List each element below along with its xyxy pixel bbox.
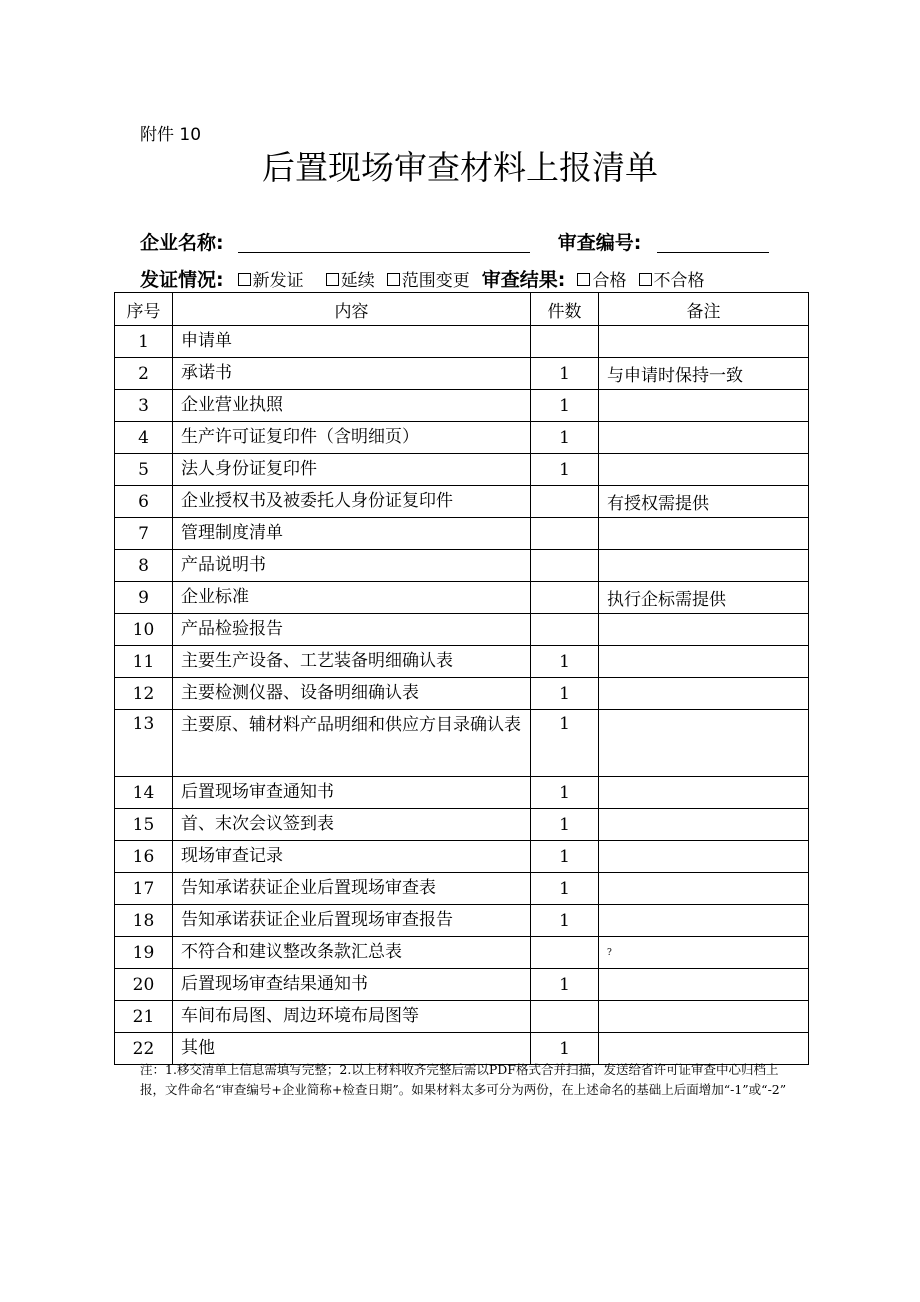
row-count	[531, 614, 599, 646]
row-number: 12	[115, 678, 173, 710]
row-remark	[599, 646, 809, 678]
row-remark	[599, 518, 809, 550]
table-row	[115, 358, 809, 390]
checkbox-icon	[639, 273, 652, 286]
row-remark	[599, 1001, 809, 1033]
row-content: 不符合和建议整改条款汇总表	[173, 937, 531, 969]
row-count	[531, 550, 599, 582]
row-number: 5	[115, 454, 173, 486]
row-count	[531, 518, 599, 550]
row-content: 现场审查记录	[173, 841, 531, 873]
row-count: 1	[531, 873, 599, 905]
row-number: 20	[115, 969, 173, 1001]
table-row	[115, 582, 809, 614]
row-count: 1	[531, 777, 599, 809]
row-count: 1	[531, 1033, 599, 1065]
table-row	[115, 809, 809, 841]
row-remark	[599, 550, 809, 582]
row-content: 主要原、辅材料产品明细和供应方目录确认表	[173, 710, 531, 777]
row-number: 6	[115, 486, 173, 518]
row-content: 首、末次会议签到表	[173, 809, 531, 841]
header-count: 件数	[531, 293, 599, 326]
row-number: 22	[115, 1033, 173, 1065]
company-row	[140, 228, 769, 255]
row-number: 19	[115, 937, 173, 969]
cert-label: 发证情况:	[140, 269, 224, 291]
row-content: 申请单	[173, 326, 531, 358]
row-content: 企业标准	[173, 582, 531, 614]
row-number: 10	[115, 614, 173, 646]
row-remark	[599, 809, 809, 841]
header-no: 序号	[115, 293, 173, 326]
table-row	[115, 678, 809, 710]
row-count: 1	[531, 841, 599, 873]
row-count	[531, 582, 599, 614]
table-row	[115, 777, 809, 809]
row-content: 法人身份证复印件	[173, 454, 531, 486]
table-row	[115, 486, 809, 518]
row-content: 企业授权书及被委托人身份证复印件	[173, 486, 531, 518]
row-count: 1	[531, 969, 599, 1001]
row-content: 告知承诺获证企业后置现场审查报告	[173, 905, 531, 937]
table-row	[115, 937, 809, 969]
company-label: 企业名称:	[140, 232, 224, 254]
row-remark	[599, 422, 809, 454]
row-content: 告知承诺获证企业后置现场审查表	[173, 873, 531, 905]
table-row	[115, 1001, 809, 1033]
row-count: 1	[531, 710, 599, 777]
result-label: 审查结果:	[481, 269, 566, 291]
row-remark	[599, 390, 809, 422]
row-number: 14	[115, 777, 173, 809]
checkbox-icon	[577, 273, 590, 286]
row-remark	[599, 678, 809, 710]
row-count	[531, 937, 599, 969]
row-remark: 执行企标需提供	[599, 582, 809, 614]
row-content: 产品说明书	[173, 550, 531, 582]
row-remark: 有授权需提供	[599, 486, 809, 518]
row-count: 1	[531, 390, 599, 422]
checkbox-icon	[238, 273, 251, 286]
row-count	[531, 1001, 599, 1033]
row-number: 21	[115, 1001, 173, 1033]
row-number: 1	[115, 326, 173, 358]
result-option-fail[interactable]: 不合格	[639, 271, 705, 291]
row-content: 主要生产设备、工艺装备明细确认表	[173, 646, 531, 678]
table-row	[115, 905, 809, 937]
page-title: 后置现场审查材料上报清单	[262, 148, 658, 187]
table-row	[115, 710, 809, 777]
table-row	[115, 969, 809, 1001]
table-row	[115, 326, 809, 358]
row-number: 13	[115, 710, 173, 777]
row-remark	[599, 873, 809, 905]
row-number: 15	[115, 809, 173, 841]
row-count: 1	[531, 905, 599, 937]
row-remark: 与申请时保持一致	[599, 358, 809, 390]
materials-table	[114, 292, 809, 1065]
row-content: 生产许可证复印件（含明细页）	[173, 422, 531, 454]
review-no-field[interactable]	[657, 232, 769, 253]
row-number: 18	[115, 905, 173, 937]
row-number: 8	[115, 550, 173, 582]
row-remark: ?	[599, 937, 809, 969]
row-content: 产品检验报告	[173, 614, 531, 646]
cert-option-new[interactable]: 新发证	[238, 271, 304, 291]
row-count	[531, 326, 599, 358]
cert-row	[140, 265, 705, 292]
table-row	[115, 454, 809, 486]
table-row	[115, 646, 809, 678]
row-count: 1	[531, 422, 599, 454]
row-content: 承诺书	[173, 358, 531, 390]
row-number: 3	[115, 390, 173, 422]
row-remark	[599, 326, 809, 358]
row-number: 16	[115, 841, 173, 873]
result-option-pass[interactable]: 合格	[577, 271, 626, 291]
row-number: 11	[115, 646, 173, 678]
checkbox-icon	[326, 273, 339, 286]
table-row	[115, 550, 809, 582]
table-row	[115, 518, 809, 550]
row-remark	[599, 841, 809, 873]
row-remark	[599, 969, 809, 1001]
row-count	[531, 486, 599, 518]
row-count: 1	[531, 809, 599, 841]
row-content: 后置现场审查通知书	[173, 777, 531, 809]
row-remark	[599, 905, 809, 937]
row-number: 7	[115, 518, 173, 550]
company-name-field[interactable]	[238, 232, 530, 253]
row-number: 4	[115, 422, 173, 454]
row-remark	[599, 710, 809, 777]
row-count: 1	[531, 678, 599, 710]
attachment-label: 附件 10	[140, 125, 202, 145]
table-row	[115, 390, 809, 422]
row-number: 2	[115, 358, 173, 390]
row-content: 主要检测仪器、设备明细确认表	[173, 678, 531, 710]
cert-option-scope-change[interactable]: 范围变更	[387, 271, 470, 291]
row-count: 1	[531, 358, 599, 390]
review-no-label: 审查编号:	[557, 232, 642, 254]
footnote: 注：1.移交清单上信息需填写完整；2.以上材料收齐完整后需以PDF格式合并扫描，发送给省许可证审查中心归档上报，文件命名“审查编号+企业简称+检查日期”。如果材料太多可分为两份，在上述命名的基础上后面增加“-1”或“-2”	[140, 1062, 787, 1097]
checkbox-icon	[387, 273, 400, 286]
table-header-row	[115, 293, 809, 326]
cert-option-renew[interactable]: 延续	[326, 271, 375, 291]
header-remark: 备注	[599, 293, 809, 326]
row-content: 车间布局图、周边环境布局图等	[173, 1001, 531, 1033]
row-remark	[599, 454, 809, 486]
row-remark	[599, 614, 809, 646]
row-number: 9	[115, 582, 173, 614]
row-count: 1	[531, 454, 599, 486]
header-content: 内容	[173, 293, 531, 326]
row-content: 其他	[173, 1033, 531, 1065]
table-row	[115, 422, 809, 454]
row-remark	[599, 777, 809, 809]
row-content: 企业营业执照	[173, 390, 531, 422]
table-row	[115, 841, 809, 873]
table-row	[115, 614, 809, 646]
table-row	[115, 873, 809, 905]
row-content: 后置现场审查结果通知书	[173, 969, 531, 1001]
row-content: 管理制度清单	[173, 518, 531, 550]
row-count: 1	[531, 646, 599, 678]
row-number: 17	[115, 873, 173, 905]
